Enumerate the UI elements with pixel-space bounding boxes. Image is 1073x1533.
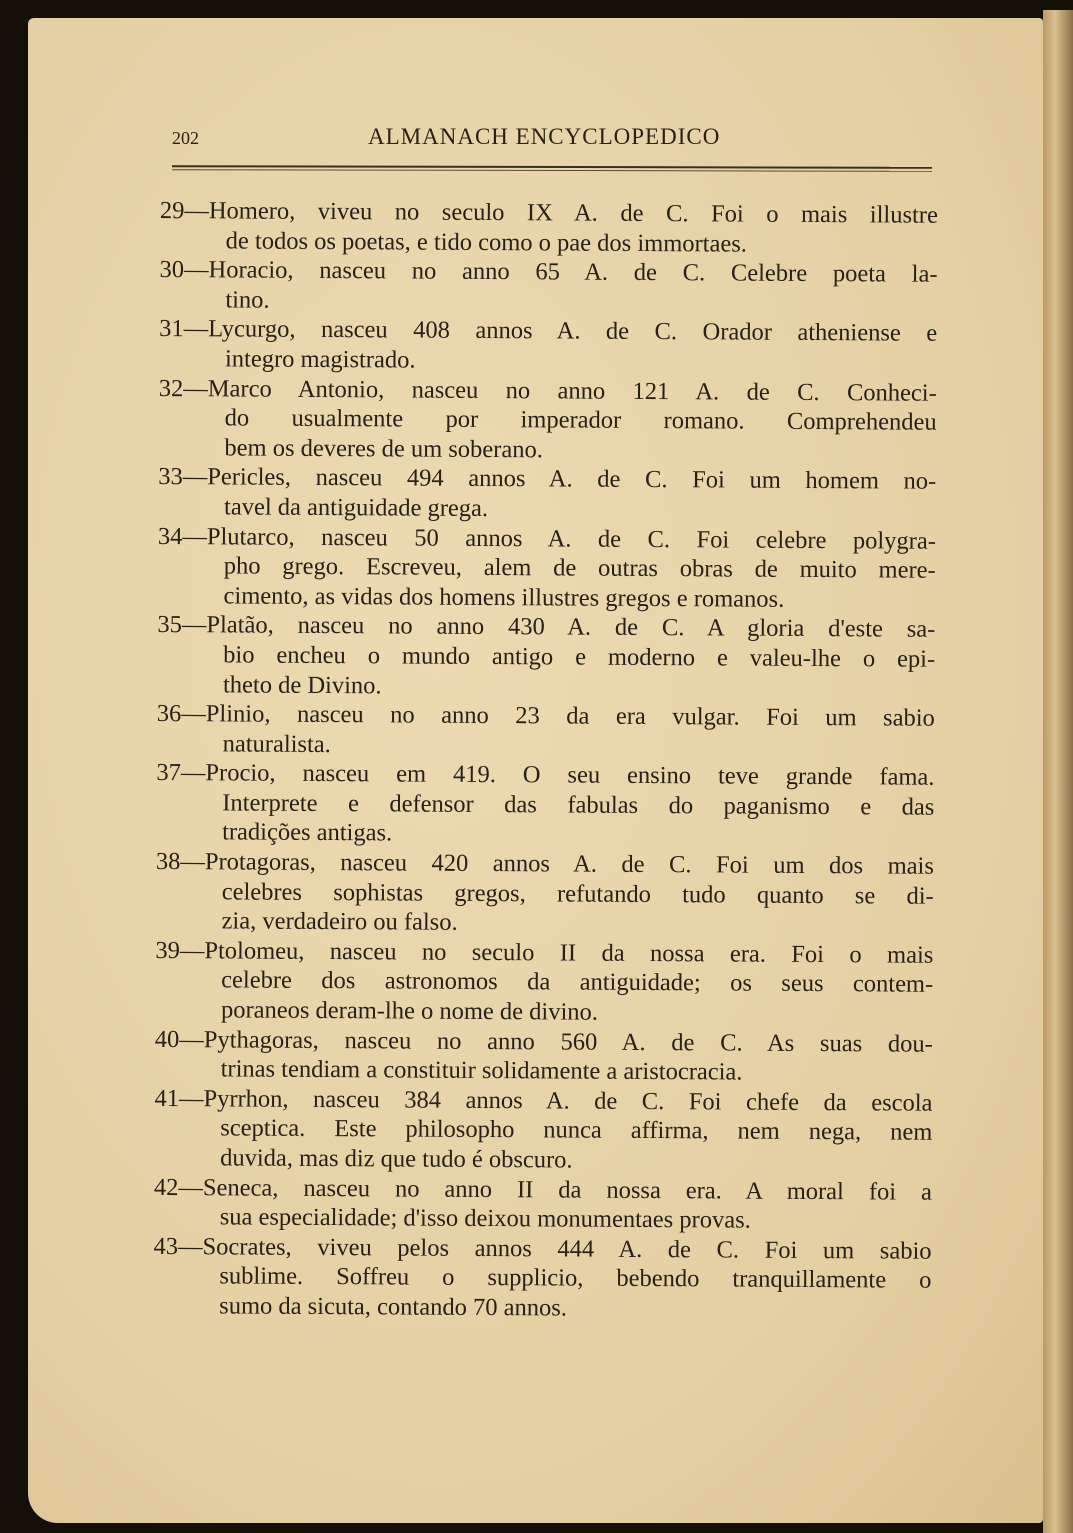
- entry-text: duvida, mas diz que tudo é obscuro.: [220, 1144, 573, 1174]
- entry-text: tavel da antiguidade grega.: [224, 493, 489, 522]
- entry-line: [159, 255, 937, 289]
- entry-text: sumo da sicuta, contando 70 annos.: [219, 1292, 568, 1322]
- entry-text: —Pythagoras, nasceu no anno 560 A. de C. As suas dou-: [179, 1025, 933, 1058]
- entry-line: [155, 1025, 933, 1059]
- entry-36: [157, 699, 935, 763]
- entry-text: tradições antigas.: [222, 818, 393, 847]
- entry-text: sublime. Soffreu o supplicio, bebendo tranquillamente o: [219, 1262, 932, 1295]
- entry-text: poraneos deram-lhe o nome de divino.: [220, 996, 599, 1026]
- entry-line: [153, 1232, 931, 1266]
- entry-number: 30: [159, 256, 185, 284]
- running-title: ALMANACH ENCYCLOPEDICO: [368, 124, 721, 149]
- entry-number: 35: [157, 611, 182, 639]
- entry-line: [159, 344, 937, 378]
- entry-list: [153, 196, 938, 1325]
- entry-41: [154, 1084, 933, 1178]
- entry-text: celebres sophistas gregos, refutando tudo quanto se di-: [221, 878, 934, 910]
- entry-line: [158, 522, 936, 556]
- entry-line: [155, 906, 933, 940]
- entry-number: 34: [157, 522, 183, 550]
- entry-number: 29: [159, 196, 185, 225]
- entry-text: naturalista.: [222, 730, 331, 758]
- entry-text: de todos os poetas, e tido como o pae dos immortaes.: [225, 226, 748, 258]
- entry-text: —Plinio, nasceu no anno 23 da era vulgar. Foi um sabio: [181, 700, 935, 732]
- entry-text: sua especialidade; d'isso deixou monumentaes provas.: [219, 1203, 751, 1234]
- page-number: 202: [172, 128, 199, 148]
- entry-line: [157, 669, 935, 703]
- entry-text: —Pericles, nasceu 494 annos A. de C. Foi um homem no-: [182, 463, 937, 496]
- entry-text: tino.: [225, 286, 270, 314]
- entry-text: zia, verdadeiro ou falso.: [221, 907, 458, 937]
- entry-line: [157, 699, 935, 733]
- entry-text: —Plutarco, nasceu 50 annos A. de C. Foi celebre polygra-: [182, 522, 936, 555]
- entry-text: bio encheu o mundo antigo e moderno e valeu-lhe o epi-: [223, 641, 936, 673]
- entry-37: [156, 758, 935, 852]
- entry-line: [158, 462, 936, 496]
- entry-line: [154, 1113, 932, 1147]
- entry-line: [155, 995, 933, 1029]
- entry-34: [157, 522, 936, 616]
- entry-text: —Marco Antonio, nasceu no anno 121 A. de C. Conheci-: [183, 374, 937, 407]
- entry-line: [157, 729, 935, 763]
- entry-number: 41: [154, 1084, 180, 1112]
- entry-line: [154, 1084, 932, 1118]
- entry-line: [157, 640, 935, 674]
- entry-text: pho grego. Escreveu, alem de outras obras de muito mere-: [223, 552, 936, 584]
- entry-line: [159, 374, 937, 408]
- page-header: [172, 124, 937, 158]
- entry-line: [154, 1173, 932, 1207]
- entry-number: 33: [158, 463, 183, 491]
- entry-line: [156, 847, 934, 881]
- entry-line: [155, 1054, 933, 1088]
- entry-text: —Platão, nasceu no anno 430 A. de C. A gloria d'este sa-: [181, 611, 936, 644]
- entry-text: —Pyrrhon, nasceu 384 annos A. de C. Foi chefe da escola: [178, 1084, 933, 1117]
- entry-text: —Horacio, nasceu no anno 65 A. de C. Celebre poeta la-: [183, 256, 938, 288]
- entry-30: [159, 255, 937, 319]
- entry-line: [153, 1291, 931, 1325]
- entry-line: [160, 196, 938, 230]
- entry-39: [155, 936, 934, 1030]
- entry-text: —Ptolomeu, nasceu no seculo II da nossa era. Foi o mais: [179, 936, 934, 969]
- entry-number: 43: [153, 1232, 179, 1260]
- entry-number: 40: [154, 1025, 180, 1053]
- entry-text: trinas tendiam a constituir solidamente a aristocracia.: [220, 1055, 743, 1086]
- entry-number: 39: [155, 936, 180, 964]
- entry-line: [156, 758, 934, 792]
- entry-number: 42: [153, 1173, 179, 1201]
- entry-line: [154, 1143, 932, 1177]
- entry-text: integro magistrado.: [224, 345, 416, 374]
- entry-line: [156, 817, 934, 851]
- entry-line: [158, 492, 936, 526]
- entry-42: [154, 1173, 932, 1237]
- entry-43: [153, 1232, 932, 1326]
- entry-line: [153, 1261, 931, 1295]
- entry-38: [155, 847, 934, 941]
- entry-text: —Homero, viveu no seculo IX A. de C. Foi o mais illustre: [184, 197, 938, 229]
- entry-text: —Seneca, nasceu no anno II da nossa era. A moral foi a: [178, 1173, 933, 1206]
- entry-line: [158, 433, 936, 467]
- entry-line: [154, 1202, 932, 1236]
- entry-text: —Lycurgo, nasceu 408 annos A. de C. Orador atheniense e: [183, 315, 938, 348]
- entry-line: [159, 403, 937, 437]
- entry-number: 32: [158, 374, 184, 402]
- entry-text: cimento, as vidas dos homens illustres gregos e romanos.: [223, 582, 785, 613]
- entry-line: [157, 581, 935, 615]
- entry-text: —Protagoras, nasceu 420 annos A. de C. Foi um dos mais: [180, 848, 935, 880]
- entry-line: [155, 965, 933, 999]
- entry-line: [156, 788, 934, 822]
- entry-text: theto de Divino.: [222, 670, 382, 699]
- entry-line: [156, 877, 934, 911]
- entry-line: [158, 551, 936, 585]
- entry-line: [159, 314, 937, 348]
- entry-number: 38: [155, 848, 181, 876]
- adjacent-page-edge: [1043, 10, 1073, 1533]
- entry-text: bem os deveres de um soberano.: [224, 434, 543, 464]
- entry-text: —Socrates, viveu pelos annos 444 A. de C. Foi um sabio: [178, 1232, 932, 1265]
- entry-35: [157, 610, 936, 704]
- entry-text: —Procio, nasceu em 419. O seu ensino teve grande fama.: [180, 759, 935, 792]
- entry-text: do usualmente por imperador romano. Comprehendeu: [224, 404, 937, 436]
- entry-text: Interprete e defensor das fabulas do paganismo e das: [222, 789, 935, 821]
- entry-text: celebre dos astronomos da antiguidade; os seus contem-: [221, 966, 934, 999]
- entry-40: [155, 1025, 933, 1089]
- entry-text: sceptica. Este philosopho nunca affirma, nem nega, nem: [220, 1114, 933, 1147]
- entry-29: [160, 196, 938, 260]
- entry-number: 31: [159, 315, 184, 343]
- entry-line: [157, 610, 935, 644]
- entry-32: [158, 374, 937, 468]
- entry-line: [159, 285, 937, 319]
- entry-line: [155, 936, 933, 970]
- entry-number: 37: [156, 759, 182, 787]
- entry-31: [159, 314, 937, 378]
- entry-33: [158, 462, 936, 526]
- entry-line: [160, 226, 938, 260]
- entry-number: 36: [156, 700, 182, 728]
